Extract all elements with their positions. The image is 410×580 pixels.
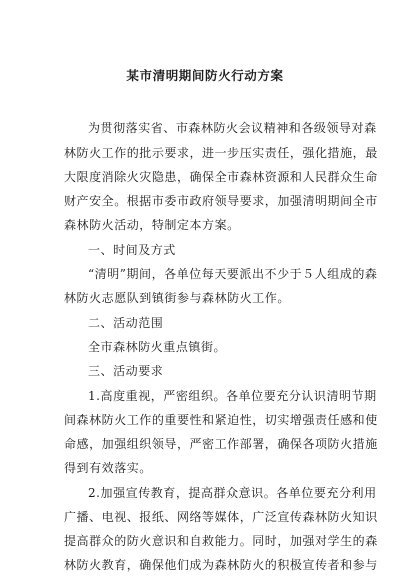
section-heading-requirements: 三、活动要求	[88, 364, 164, 378]
item2-line-1: 2.加强宣传教育，提高群众意识。各单位要充分利用	[88, 486, 377, 500]
intro-line-3: 大限度消除火灾隐患，确保全市森林资源和人民群众生命	[64, 170, 378, 184]
intro-line-2: 林防火工作的批示要求，进一步压实责任，强化措施，最	[64, 146, 378, 160]
document-title: 某市清明期间防火行动方案	[126, 68, 284, 83]
item1-line-1: 1.高度重视，严密组织。各单位要充分认识清明节期	[88, 389, 377, 403]
intro-line-1: 为贯彻落实省、市森林防火会议精神和各级领导对森	[88, 121, 377, 135]
section1-line-1: “清明”期间，各单位每天要派出不少于５人组成的森	[88, 267, 378, 281]
item1-line-3: 命感，加强组织领导，严密工作部署，确保各项防火措施	[64, 437, 378, 451]
section1-line-2: 林防火志愿队到镇街参与森林防火工作。	[64, 291, 290, 305]
item2-line-4: 林防火教育，确保他们成为森林防火的积极宣传者和参与	[64, 558, 378, 572]
item1-line-4: 得到有效落实。	[64, 461, 152, 475]
section2-line-1: 全市森林防火重点镇街。	[88, 340, 227, 354]
section-heading-time: 一、时间及方式	[88, 243, 176, 257]
intro-line-5: 森林防火活动，特制定本方案。	[64, 218, 240, 232]
intro-line-4: 财产安全。根据市委市政府领导要求，加强清明期间全市	[64, 194, 378, 208]
item1-line-2: 间森林防火工作的重要性和紧迫性，切实增强责任感和使	[64, 413, 378, 427]
item2-line-3: 提高群众的防火意识和自救能力。同时，加强对学生的森	[64, 534, 378, 548]
item2-line-2: 广播、电视、报纸、网络等媒体，广泛宣传森林防火知识	[64, 510, 378, 524]
section-heading-scope: 二、活动范围	[88, 316, 164, 330]
